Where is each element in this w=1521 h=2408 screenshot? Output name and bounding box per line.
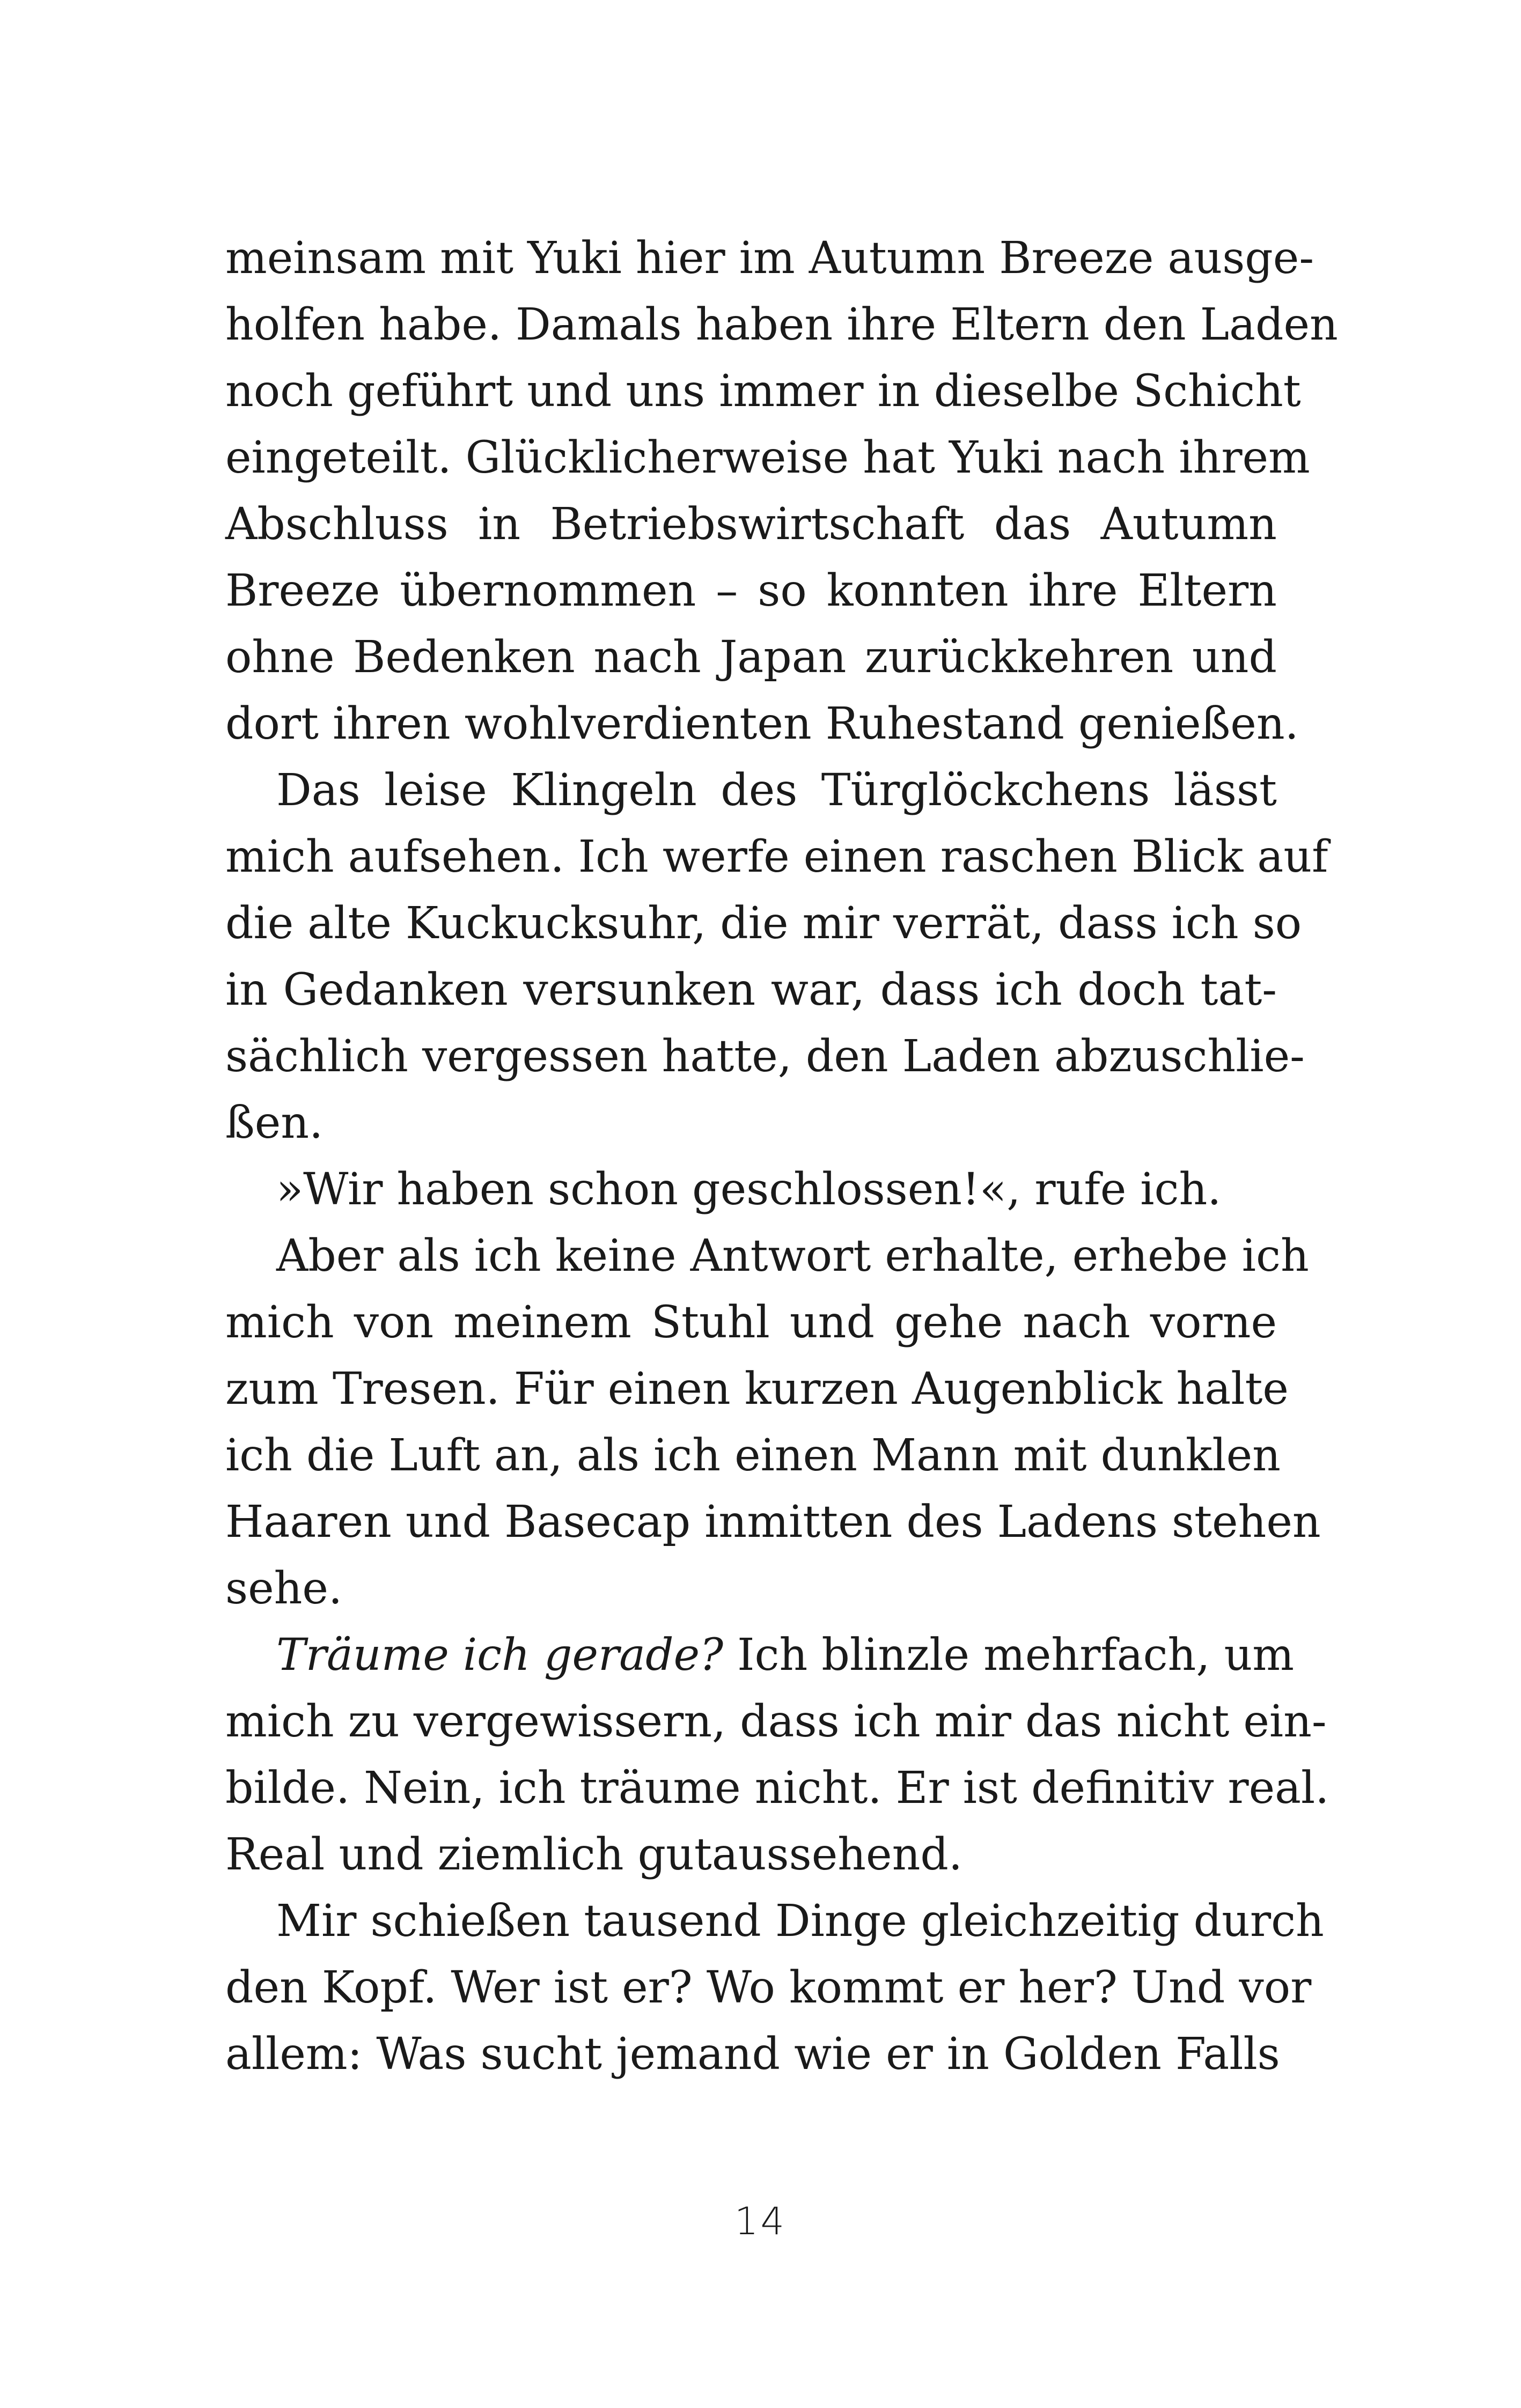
italic-phrase: Träume ich gerade? [276,1630,724,1681]
text-line: noch geführt und uns immer in dieselbe Schicht [225,366,1301,417]
text-line: Abschluss in Betriebswirtschaft das Autumn [225,499,1277,550]
text-line: Real und ziemlich gutaussehend. [225,1829,962,1880]
text-line: ohne Bedenken nach Japan zurückkehren und [225,632,1277,683]
body-text [225,225,1338,2088]
text-line: den Kopf. Wer ist er? Wo kommt er her? Und vor [225,1962,1312,2013]
text-line: bilde. Nein, ich träume nicht. Er ist definitiv real. [225,1763,1329,1814]
text-line: dort ihren wohlverdienten Ruhestand genießen. [225,698,1299,749]
text-line: in Gedanken versunken war, dass ich doch tat- [225,964,1277,1015]
text-line: mich von meinem Stuhl und gehe nach vorne [225,1297,1277,1348]
text-line: Aber als ich keine Antwort erhalte, erhebe ich [276,1231,1309,1282]
text-fragment: Ich blinzle mehrfach, um [723,1630,1295,1681]
text-line: »Wir haben schon geschlossen!«, rufe ich. [276,1164,1222,1215]
text-line: holfen habe. Damals haben ihre Eltern den Laden [225,299,1338,350]
text-line: sächlich vergessen hatte, den Laden abzuschlie- [225,1031,1305,1082]
text-line: ßen. [225,1098,324,1148]
text-line: die alte Kuckucksuhr, die mir verrät, dass ich so [225,898,1302,949]
text-line: Breeze übernommen – so konnten ihre Eltern [225,565,1277,616]
text-line: allem: Was sucht jemand wie er in Golden Falls [225,2029,1280,2080]
text-line: Das leise Klingeln des Türglöckchens lässt [276,765,1277,816]
text-line: Mir schießen tausend Dinge gleichzeitig durch [276,1896,1324,1947]
text-line: meinsam mit Yuki hier im Autumn Breeze ausge- [225,233,1314,284]
text-line: eingeteilt. Glücklicherweise hat Yuki nach ihrem [225,432,1310,483]
text-line: mich aufsehen. Ich werfe einen raschen Blick auf [225,831,1328,882]
text-line: zum Tresen. Für einen kurzen Augenblick halte [225,1364,1289,1415]
text-line: sehe. [225,1563,343,1614]
text-line: Haaren und Basecap inmitten des Ladens stehen [225,1497,1321,1548]
text-line [225,1622,1295,1689]
text-line: mich zu vergewissern, dass ich mir das nicht ein- [225,1696,1327,1747]
page-number: 14 [734,2199,787,2243]
text-line: ich die Luft an, als ich einen Mann mit dunklen [225,1430,1281,1481]
